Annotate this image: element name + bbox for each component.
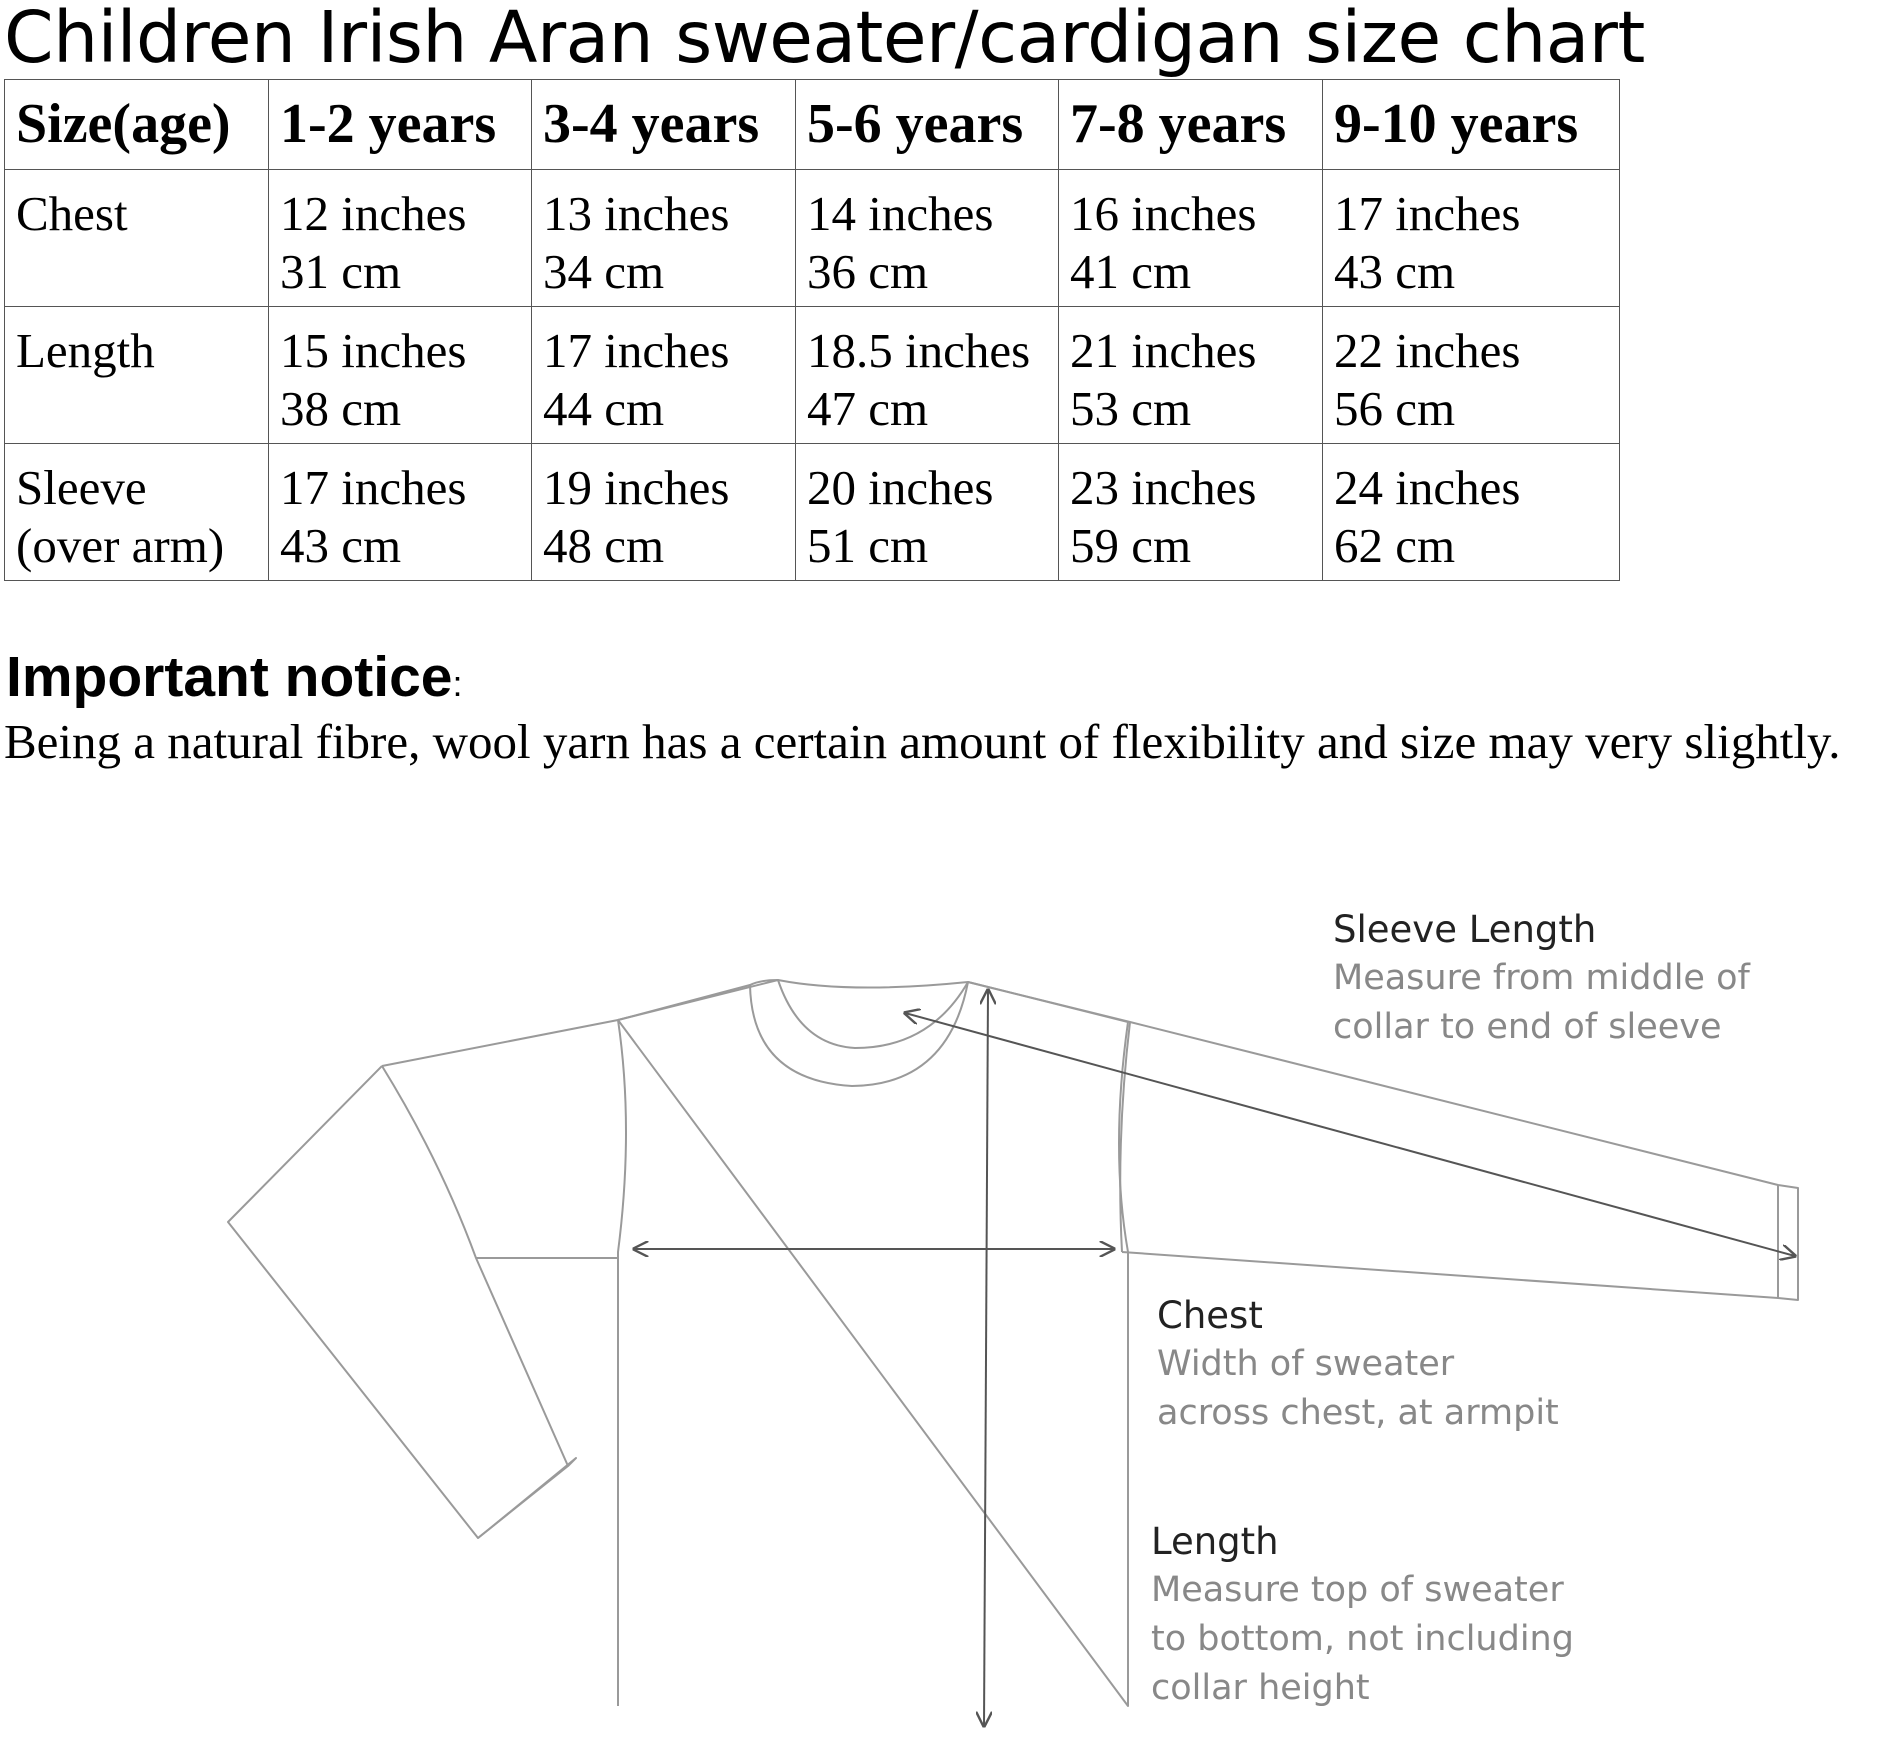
table-cell: 20 inches 51 cm — [796, 444, 1059, 581]
header-1-2-years: 1-2 years — [269, 80, 532, 170]
table-cell: 19 inches 48 cm — [532, 444, 796, 581]
table-cell: 17 inches 43 cm — [1323, 170, 1620, 307]
chest-title: Chest — [1157, 1294, 1263, 1337]
table-cell: 21 inches 53 cm — [1059, 307, 1323, 444]
row-label-length: Length — [5, 307, 269, 444]
header-9-10-years: 9-10 years — [1323, 80, 1620, 170]
table-cell: 22 inches 56 cm — [1323, 307, 1620, 444]
chest-desc-line: Width of sweater — [1157, 1344, 1455, 1384]
table-cell: 24 inches 62 cm — [1323, 444, 1620, 581]
sleeve-length-desc-line: collar to end of sleeve — [1333, 1007, 1722, 1047]
table-cell: 16 inches 41 cm — [1059, 170, 1323, 307]
length-desc-line: to bottom, not including — [1151, 1619, 1574, 1659]
page-title: Children Irish Aran sweater/cardigan size chart — [4, 0, 1645, 79]
table-cell: 15 inches 38 cm — [269, 307, 532, 444]
left-cuff — [478, 1458, 576, 1538]
table-cell: 23 inches 59 cm — [1059, 444, 1323, 581]
sleeve-length-desc-line: Measure from middle of — [1333, 958, 1750, 998]
sleeve-length-title: Sleeve Length — [1333, 908, 1597, 951]
sweater-body-outline — [618, 982, 1128, 1706]
notice-colon: : — [452, 663, 463, 704]
header-7-8-years: 7-8 years — [1059, 80, 1323, 170]
table-cell: 17 inches 43 cm — [269, 444, 532, 581]
table-cell: 18.5 inches 47 cm — [796, 307, 1059, 444]
length-title: Length — [1151, 1520, 1279, 1563]
table-cell: 13 inches 34 cm — [532, 170, 796, 307]
notice-heading-text: Important notice — [6, 645, 453, 709]
collar-outer — [750, 980, 968, 988]
row-label-chest: Chest — [5, 170, 269, 307]
header-size-age: Size(age) — [5, 80, 269, 170]
chest-label — [1157, 1292, 1559, 1438]
collar-inner — [778, 980, 968, 1048]
length-arrow — [984, 990, 988, 1726]
row-label-sleeve: Sleeve (over arm) — [5, 444, 269, 581]
right-sleeve-seam — [1120, 1022, 1130, 1252]
table-cell: 14 inches 36 cm — [796, 170, 1059, 307]
length-label — [1151, 1518, 1574, 1713]
left-sleeve-inner-line — [382, 1066, 476, 1258]
chest-desc-line: across chest, at armpit — [1157, 1393, 1559, 1433]
length-desc-line: Measure top of sweater — [1151, 1570, 1564, 1610]
table-cell: 12 inches 31 cm — [269, 170, 532, 307]
table-cell: 17 inches 44 cm — [532, 307, 796, 444]
sleeve-length-label — [1333, 906, 1750, 1052]
length-desc-line: collar height — [1151, 1668, 1370, 1708]
header-3-4-years: 3-4 years — [532, 80, 796, 170]
header-5-6-years: 5-6 years — [796, 80, 1059, 170]
notice-body: Being a natural fibre, wool yarn has a certain amount of flexibility and size may very slightly. — [4, 714, 1841, 769]
